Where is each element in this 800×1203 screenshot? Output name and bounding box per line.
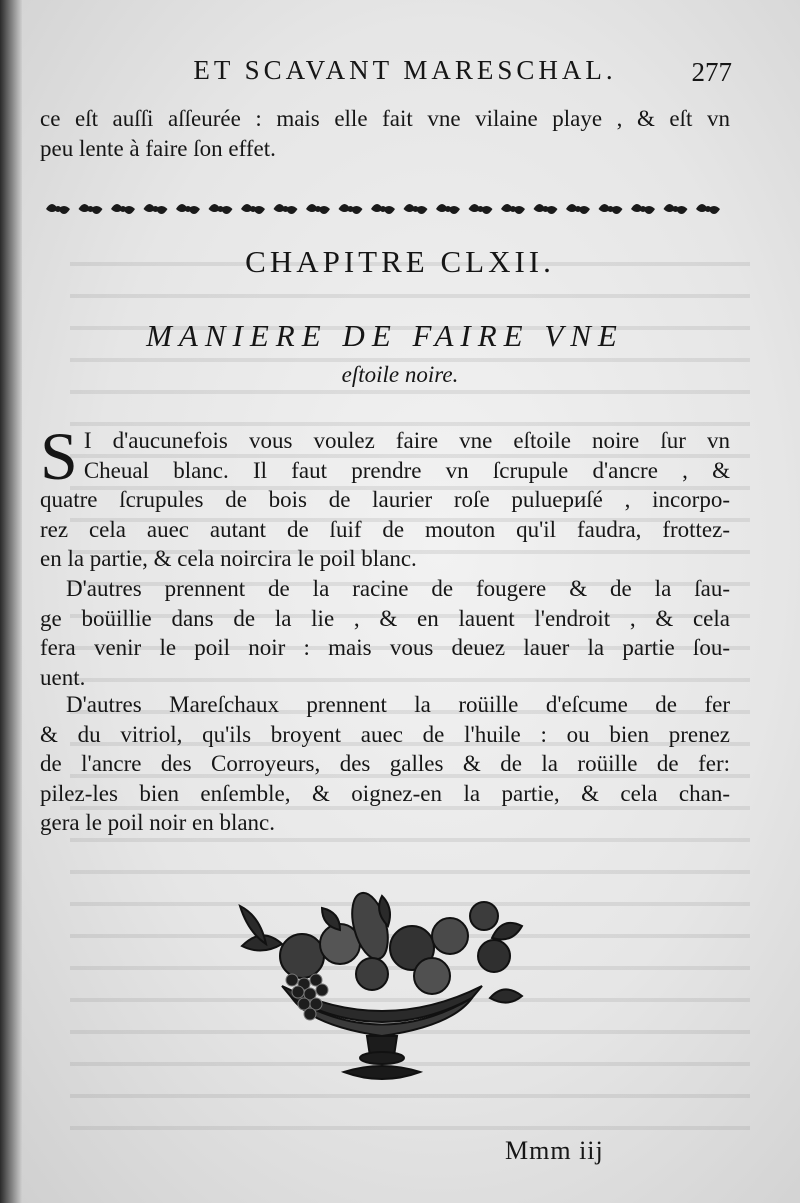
fleuron-dot: [575, 206, 581, 212]
fleuron-dot: [608, 206, 614, 212]
fleuron-dot: [218, 206, 224, 212]
fleuron-dot: [705, 206, 711, 212]
chapter-title: MANIERE DE FAIRE VNE: [146, 318, 624, 353]
fleuron-dot: [640, 206, 646, 212]
previous-chapter-tail: [40, 104, 730, 163]
fleuron-dot: [510, 206, 516, 212]
drop-cap: S: [40, 418, 78, 494]
paragraph-1: [40, 418, 730, 574]
fleuron-dot: [283, 206, 289, 212]
fleuron-dot: [543, 206, 549, 212]
text-line: rez cela auec autant de ſuif de mouton qu'il faudra, frottez-: [40, 516, 730, 542]
fleuron-dot: [413, 206, 419, 212]
text-line: I d'aucunefois vous voulez faire vne eſtoile noire ſur vn: [83, 428, 730, 453]
text-line: de l'ancre des Corroyeurs, des galles & de la roüille de fer:: [40, 751, 730, 776]
fleuron-dot: [315, 206, 321, 212]
page-gutter-shadow: [0, 0, 22, 1203]
text-line: uent.: [40, 664, 86, 690]
fleuron-dot: [153, 206, 159, 212]
fleuron-dot: [348, 206, 354, 212]
text-line: peu lente à faire ſon effet.: [40, 135, 276, 161]
signature-mark: Mmm iij: [505, 1136, 604, 1165]
text-line: gera le poil noir en blanc.: [40, 810, 276, 835]
paragraph-2: [40, 574, 730, 692]
text-line: D'autres prennent de la racine de fougere & de la ſau-: [66, 576, 730, 601]
text-line: en la partie, & cela noircira le poil blanc.: [40, 546, 417, 571]
text-line: quatre ſcrupules de bois de laurier roſe puluериſé , incorpo-: [40, 487, 730, 512]
text-line: ge boüillie dans de la lie , & en lauent l'endroit , & cela: [40, 605, 730, 631]
chapter-heading: CHAPITRE CLXII.: [245, 244, 555, 279]
fruit-bowl-vignette-icon: [222, 886, 542, 1096]
chapter-subtitle: eſtoile noire.: [341, 362, 459, 387]
text-line: Cheual blanc. Il faut prendre vn ſcrupule d'ancre , &: [83, 457, 730, 483]
fleuron-dot: [478, 206, 484, 212]
text-line: fera venir le poil noir : mais vous deuez lauer la partie ſou-: [40, 635, 730, 660]
fleuron-dot: [673, 206, 679, 212]
paragraph-3: [40, 690, 730, 838]
text-line: & du vitriol, qu'ils broyent auec de l'huile : ou bien prenez: [40, 721, 730, 747]
ornament-band-icon: [42, 196, 726, 222]
fleuron-dot: [120, 206, 126, 212]
fleuron-dot: [55, 206, 61, 212]
running-head-title: ET SCAVANT MARESCHAL.: [193, 55, 617, 85]
text-line: pilez-les bien enſemble, & oignez-en la partie, & cela chan-: [40, 780, 730, 806]
running-head: [40, 55, 740, 95]
text-line: D'autres Mareſchaux prennent la roüille d'eſcume de fer: [66, 692, 730, 717]
fleuron-dot: [185, 206, 191, 212]
page-number: 277: [691, 57, 732, 87]
fleuron-dot: [250, 206, 256, 212]
fleuron-dot: [380, 206, 386, 212]
text-line: ce eſt auſſi aſſeurée : mais elle fait vne vilaine playe , & eſt vn: [40, 106, 730, 131]
fleuron-dot: [445, 206, 451, 212]
fleuron-dot: [88, 206, 94, 212]
